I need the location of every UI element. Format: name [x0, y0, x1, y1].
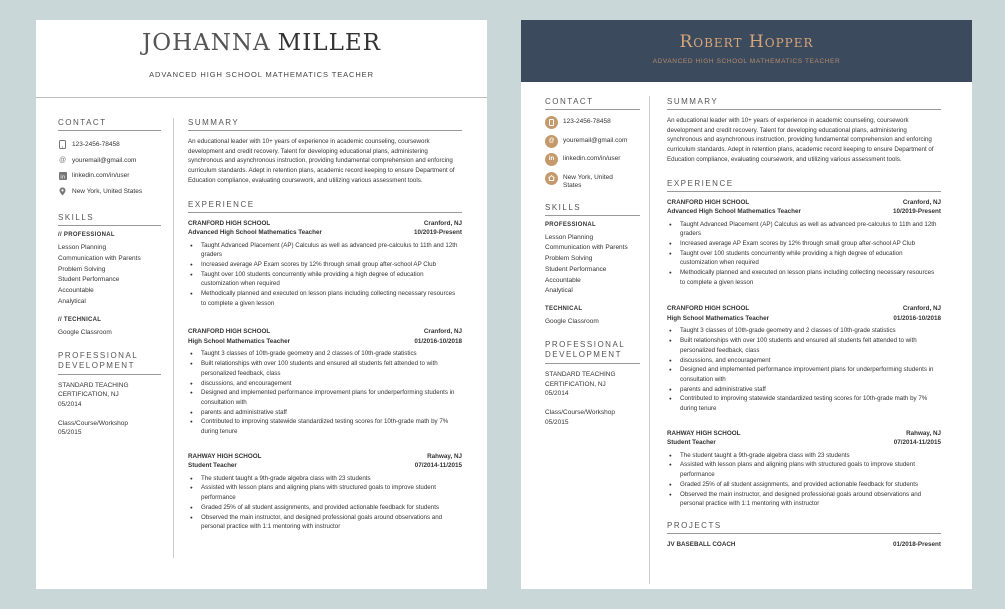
- job-bullet: ● Observed the main instructor, and designed professional goals around observations and personal practice with 1:1 mentoring with instructor: [188, 513, 462, 532]
- job-bullet: ● Built relationships with over 100 students and ensured all students felt attended to with personalized feedback, class: [667, 336, 941, 355]
- project-entry: [667, 540, 941, 550]
- contact-phone: [545, 116, 640, 135]
- job-bullet: ● Increased average AP Exam scores by 12% through small group after-school AP Club: [667, 239, 941, 249]
- contact-email: [545, 135, 640, 154]
- technical-skill-item: Google Classroom: [58, 328, 112, 336]
- professional-skills-heading: // PROFESSIONAL: [58, 232, 115, 238]
- professional-development-heading: PROFESSIONAL DEVELOPMENT: [58, 351, 161, 375]
- job-school: RAHWAY HIGH SCHOOL: [667, 429, 741, 437]
- job-dates: 10/2019-Present: [414, 229, 462, 237]
- job-school: CRANFORD HIGH SCHOOL: [188, 219, 271, 227]
- skill-item: Communication with Parents: [58, 254, 141, 262]
- development-item: STANDARD TEACHING: [545, 371, 616, 379]
- job-bullet: ● Taught Advanced Placement (AP) Calculus as well as advanced pre-calculus to 11th and 12th graders: [667, 220, 941, 239]
- projects-heading: PROJECTS: [667, 521, 941, 534]
- job-bullet: ● Assisted with lesson plans and aligning plans with structured goals to improve student performance: [188, 483, 462, 502]
- location-text: New York, United States: [72, 187, 143, 195]
- development-spacer: [545, 399, 640, 409]
- contact-heading: CONTACT: [58, 118, 161, 131]
- job-bullet: ● The student taught a 9th-grade algebra class with 23 students: [188, 474, 462, 484]
- job-dates: 07/2014-11/2015: [893, 439, 941, 447]
- job-school: CRANFORD HIGH SCHOOL: [188, 328, 271, 336]
- skill-item: Lesson Planning: [545, 233, 594, 241]
- contact-heading: CONTACT: [545, 97, 640, 110]
- contact-linkedin: [58, 168, 161, 184]
- resume-name: Robert Hopper: [679, 32, 814, 52]
- development-item: Class/Course/Workshop: [58, 419, 128, 427]
- contact-phone: [58, 137, 161, 153]
- job-bullet: ● Taught 3 classes of 10th-grade geometry and 2 classes of 10th-grade statistics: [188, 349, 462, 359]
- job-bullet: ● Assisted with lesson plans and aligning plans with structured goals to improve student performance: [667, 460, 941, 479]
- linkedin-text: linkedin.com/in/user: [72, 172, 130, 180]
- skill-item: Student Performance: [58, 276, 120, 284]
- development-item: CERTIFICATION, NJ: [545, 380, 606, 388]
- contact-email: [58, 153, 161, 169]
- job-school: CRANFORD HIGH SCHOOL: [667, 305, 750, 313]
- main-column: [667, 97, 941, 549]
- job-entry: [667, 304, 941, 413]
- phone-icon: [545, 116, 558, 129]
- resume-role: ADVANCED HIGH SCHOOL MATHEMATICS TEACHER: [652, 58, 841, 65]
- job-bullet: ● Built relationships with over 100 students and ensured all students felt attended to with personalized feedback, class: [188, 359, 462, 378]
- job-bullet: ● Taught 3 classes of 10th-grade geometry and 2 classes of 10th-grade statistics: [667, 326, 941, 336]
- job-entry: [667, 429, 941, 509]
- phone-text: 123-2456-78458: [72, 141, 120, 149]
- job-bullet: ● parents and administrative staff: [667, 385, 941, 395]
- skill-item: Communication with Parents: [545, 244, 628, 252]
- job-location: Cranford, NJ: [902, 198, 941, 206]
- job-entry: [188, 219, 462, 309]
- job-title: Student Teacher: [667, 439, 716, 447]
- resume-name: [36, 30, 487, 56]
- job-title: Advanced High School Mathematics Teacher: [667, 208, 801, 216]
- main-column: [188, 118, 462, 532]
- first-name: JOHANNA: [142, 30, 271, 56]
- job-entry: [667, 198, 941, 288]
- skills-heading: SKILLS: [545, 203, 640, 216]
- job-bullet: ● Contributed to improving statewide standardized testing scores for 10th-grade math by 7% during tenure: [188, 417, 462, 436]
- skill-item: Analytical: [58, 297, 86, 305]
- development-item: 05/2014: [545, 390, 569, 398]
- job-bullet: ● discussions, and encouragement: [667, 356, 941, 366]
- job-entry: [188, 327, 462, 436]
- job-location: Rahway, NJ: [906, 429, 941, 437]
- skills-heading: SKILLS: [58, 213, 161, 226]
- development-item: 05/2014: [58, 400, 82, 408]
- svg-text:in: in: [59, 174, 65, 180]
- column-divider: [649, 96, 650, 584]
- summary-heading: SUMMARY: [667, 97, 941, 110]
- professional-development-heading: PROFESSIONAL DEVELOPMENT: [545, 340, 640, 364]
- development-item: STANDARD TEACHING: [58, 381, 129, 389]
- resume-template-robert-hopper[interactable]: [521, 20, 972, 589]
- development-item: CERTIFICATION, NJ: [58, 391, 119, 399]
- home-icon: [545, 172, 558, 185]
- job-bullet: ● Increased average AP Exam scores by 12% through small group after-school AP Club: [188, 260, 462, 270]
- job-school: CRANFORD HIGH SCHOOL: [667, 198, 750, 206]
- job-title: Advanced High School Mathematics Teacher: [188, 229, 322, 237]
- linkedin-icon: in: [545, 153, 558, 166]
- job-location: Rahway, NJ: [427, 452, 462, 460]
- job-bullet: ● Designed and implemented performance improvement plans for underperforming students in consultation with: [188, 388, 462, 407]
- skill-item: Analytical: [545, 287, 573, 295]
- technical-skill-item: Google Classroom: [545, 318, 599, 326]
- job-bullet: ● Contributed to improving statewide standardized testing scores for 10th-grade math by 7% during tenure: [667, 394, 941, 413]
- column-divider: [173, 118, 174, 558]
- job-bullet: ● Taught over 100 students concurrently while providing a high degree of education customization when required: [667, 249, 941, 268]
- email-text: youremail@gmail.com: [563, 136, 628, 144]
- summary-text: An educational leader with 10+ years of experience in academic counseling, coursework development and credit recovery. Talent for developing educational plans, administering synchronous and asynchronous instruction, providing fundamental comprehension and enforcing curriculum standards. Adept in retention plans, academic record keeping to ensure Department of Education compliance, evaluating coursework, and utilizing various assessment tools.: [667, 117, 934, 163]
- left-column: [58, 118, 161, 438]
- location-text: New York, United States: [563, 173, 613, 189]
- contact-location: [545, 172, 640, 191]
- job-bullet: ● Designed and implemented performance improvement plans for underperforming students in consultation with: [667, 365, 941, 384]
- resume-template-johanna-miller[interactable]: [36, 20, 487, 589]
- job-bullet: ● Graded 25% of all student assignments, and provided actionable feedback for students: [667, 480, 941, 490]
- summary-text: An educational leader with 10+ years of experience in academic counseling, coursework development and credit recovery. Talent for developing educational plans, administering synchronous and asynchronous instruction, providing fundamental comprehension and enforcing curriculum standards. Adept in retention plans, academic record keeping to ensure Department of Education compliance, evaluating coursework, and utilizing various assessment tools.: [188, 138, 455, 184]
- linkedin-icon: [58, 171, 67, 180]
- development-item: Class/Course/Workshop: [545, 409, 615, 417]
- development-spacer: [58, 409, 161, 419]
- contact-location: [58, 184, 161, 200]
- contact-linkedin: [545, 153, 640, 172]
- linkedin-text: linkedin.com/in/user: [563, 155, 621, 162]
- project-dates: 01/2018-Present: [893, 540, 941, 548]
- job-bullet: ● Taught Advanced Placement (AP) Calculus as well as advanced pre-calculus to 11th and 12th graders: [188, 241, 462, 260]
- job-bullet: ● Taught over 100 students concurrently while providing a high degree of education customization when required: [188, 270, 462, 289]
- job-dates: 01/2016-10/2018: [414, 337, 462, 345]
- skill-item: Student Performance: [545, 265, 607, 273]
- job-school: RAHWAY HIGH SCHOOL: [188, 452, 262, 460]
- skill-item: Lesson Planning: [58, 244, 107, 251]
- project-name: JV BASEBALL COACH: [667, 540, 736, 548]
- location-pin-icon: [58, 187, 67, 196]
- job-location: Cranford, NJ: [423, 328, 462, 336]
- last-name: MILLER: [277, 30, 381, 56]
- at-sign-icon: @: [545, 135, 558, 148]
- job-bullet: ● parents and administrative staff: [188, 408, 462, 418]
- technical-skills-heading: TECHNICAL: [545, 306, 583, 313]
- job-title: High School Mathematics Teacher: [188, 337, 291, 345]
- job-dates: 01/2016-10/2018: [893, 314, 941, 322]
- header-divider: [36, 97, 487, 98]
- job-location: Cranford, NJ: [423, 219, 462, 227]
- left-column: [545, 97, 640, 427]
- experience-heading: EXPERIENCE: [667, 179, 941, 192]
- phone-icon: [58, 140, 67, 149]
- skill-item: Problem Solving: [58, 265, 106, 273]
- development-item: 05/2015: [58, 429, 82, 437]
- resume-role: ADVANCED HIGH SCHOOL MATHEMATICS TEACHER: [149, 70, 374, 79]
- job-dates: 07/2014-11/2015: [414, 462, 462, 470]
- skill-item: Problem Solving: [545, 255, 593, 263]
- professional-skills-heading: PROFESSIONAL: [545, 221, 596, 228]
- job-title: Student Teacher: [188, 462, 237, 470]
- summary-heading: SUMMARY: [188, 118, 462, 131]
- phone-text: 123-2456-78458: [563, 118, 611, 125]
- job-bullet: ● Graded 25% of all student assignments, and provided actionable feedback for students: [188, 503, 462, 513]
- job-bullet: ● Methodically planned and executed on lesson plans including collecting necessary resources to complete a given lesson: [667, 268, 941, 287]
- job-location: Cranford, NJ: [902, 305, 941, 313]
- resume-header-band: [521, 20, 972, 82]
- job-dates: 10/2019-Present: [893, 208, 941, 216]
- skill-item: Accountable: [545, 276, 581, 284]
- technical-skills-heading: // TECHNICAL: [58, 316, 102, 323]
- email-text: youremail@gmail.com: [72, 156, 137, 164]
- job-bullet: ● discussions, and encouragement: [188, 379, 462, 389]
- job-bullet: ● Observed the main instructor, and designed professional goals around observations and personal practice with 1:1 mentoring with instructor: [667, 490, 941, 509]
- at-sign-icon: @: [58, 156, 67, 164]
- job-entry: [188, 452, 462, 532]
- job-bullet: ● The student taught a 9th-grade algebra class with 23 students: [667, 451, 941, 461]
- skill-item: Accountable: [58, 287, 94, 295]
- job-title: High School Mathematics Teacher: [667, 314, 770, 322]
- job-bullet: ● Methodically planned and executed on lesson plans including collecting necessary resources to complete a given lesson: [188, 289, 462, 308]
- experience-heading: EXPERIENCE: [188, 200, 462, 213]
- development-item: 05/2015: [545, 418, 569, 426]
